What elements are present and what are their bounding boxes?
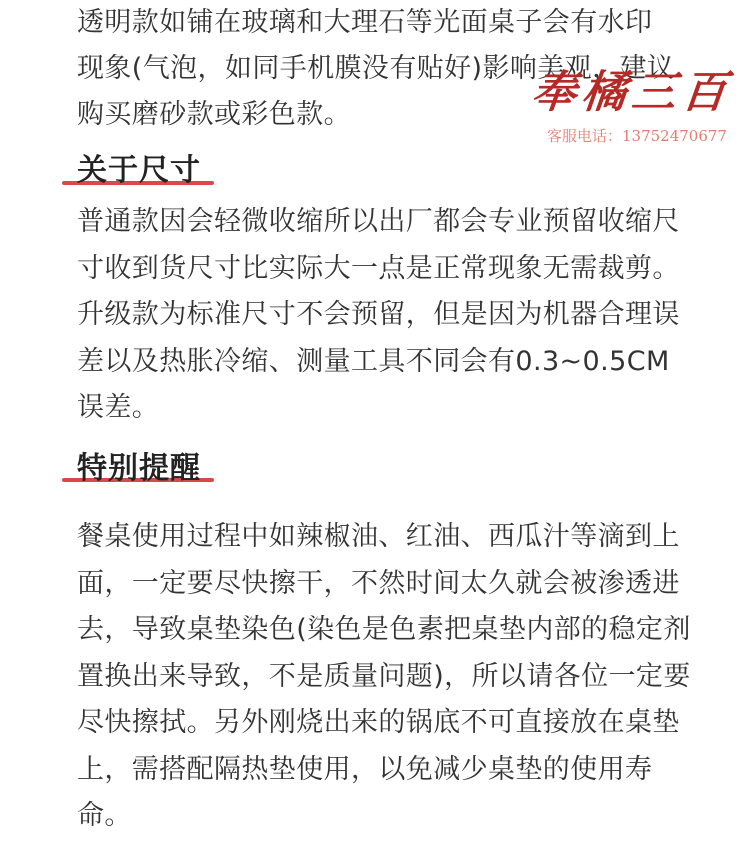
- size-heading: 关于尺寸: [77, 153, 201, 188]
- service-phone-watermark: 客服电话：13752470677: [547, 127, 727, 145]
- reminder-paragraph: 餐桌使用过程中如辣椒油、红油、西瓜汁等滴到上面，一定要尽快擦干，不然时间太久就会被渗透进去，导致桌垫染色(染色是色素把桌垫内部的稳定剂置换出来导致，不是质量问题)，所以请各位一定要尽快擦拭。另外刚烧出来的锅底不可直接放在桌垫上，需搭配隔热垫使用，以免减少桌垫的使用寿命。: [77, 521, 691, 831]
- size-paragraph: 普通款因会轻微收缩所以出厂都会专业预留收缩尺寸收到货尺寸比实际大一点是正常现象无需裁剪。升级款为标准尺寸不会预留，但是因为机器合理误差以及热胀冷缩、测量工具不同会有0.3~0.5CM误差。: [77, 206, 680, 423]
- reminder-heading: 特别提醒: [77, 451, 201, 486]
- brand-watermark: 奉橘三百: [529, 67, 735, 118]
- intro-paragraph: 透明款如铺在玻璃和大理石等光面桌子会有水印现象(气泡，如同手机膜没有贴好)影响美观，建议购买磨砂款或彩色款。: [77, 7, 675, 130]
